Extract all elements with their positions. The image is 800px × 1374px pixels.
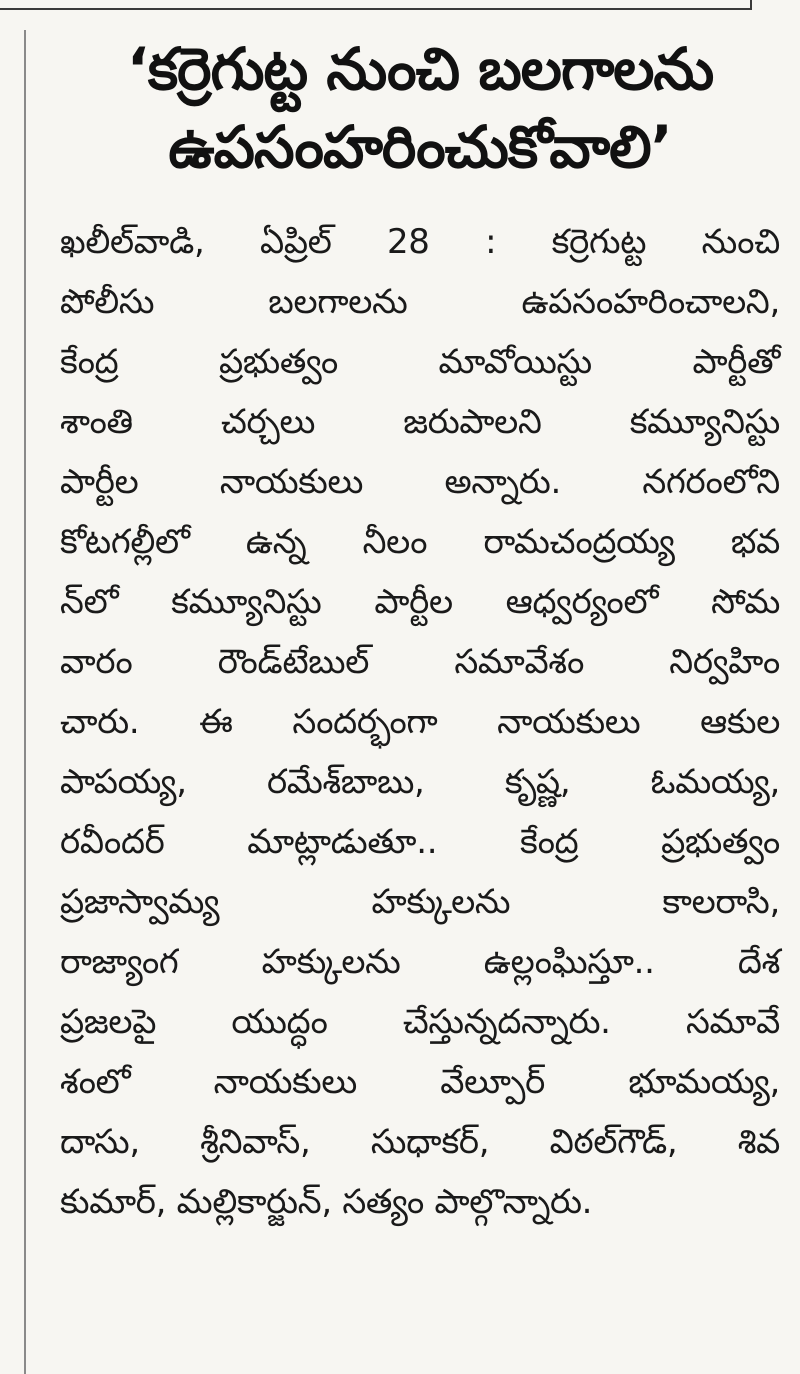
body-line-7: న్‌లో కమ్యూనిస్టు పార్టీల ఆధ్వర్యంలో సోమ — [60, 582, 780, 622]
top-border-corner — [750, 0, 752, 10]
body-line-16: దాసు, శ్రీనివాస్, సుధాకర్, విఠల్‌గౌడ్, శివ — [60, 1122, 780, 1162]
column-divider-rule — [24, 30, 26, 1374]
body-line-1: ఖలీల్‌వాడి, ఏప్రిల్ 28 : కర్రెగుట్ట నుంచి — [60, 222, 780, 262]
headline-line-1: ‘కర్రెగుట్ట నుంచి బలగాలను — [126, 35, 714, 103]
body-line-10: పాపయ్య, రమేశ్‌బాబు, కృష్ణ, ఓమయ్య, — [60, 762, 780, 802]
body-line-2: పోలీసు బలగాలను ఉపసంహరించాలని, — [60, 282, 780, 322]
article-body — [60, 212, 780, 1232]
headline-line-2: ఉపసంహరించుకోవాలి’ — [168, 113, 672, 181]
body-line-6: కోటగల్లీలో ఉన్న నీలం రామచంద్రయ్య భవ — [60, 522, 780, 562]
body-line-12: ప్రజాస్వామ్య హక్కులను కాలరాసి, — [60, 882, 780, 922]
news-article — [60, 30, 780, 1232]
body-line-15: శంలో నాయకులు వేల్పూర్ భూమయ్య, — [60, 1062, 780, 1102]
body-line-11: రవీందర్ మాట్లాడుతూ.. కేంద్ర ప్రభుత్వం — [60, 822, 780, 862]
body-line-14: ప్రజలపై యుద్ధం చేస్తున్నదన్నారు. సమావే — [60, 1002, 780, 1042]
body-line-5: పార్టీల నాయకులు అన్నారు. నగరంలోని — [60, 462, 780, 502]
body-line-9: చారు. ఈ సందర్భంగా నాయకులు ఆకుల — [60, 702, 780, 742]
article-headline — [60, 30, 780, 186]
body-line-3: కేంద్ర ప్రభుత్వం మావోయిస్టు పార్టీతో — [60, 342, 780, 382]
body-line-8: వారం రౌండ్‌టేబుల్ సమావేశం నిర్వహిం — [60, 642, 780, 682]
body-line-13: రాజ్యాంగ హక్కులను ఉల్లంఘిస్తూ.. దేశ — [60, 942, 780, 982]
body-line-4: శాంతి చర్చలు జరుపాలని కమ్యూనిస్టు — [60, 402, 780, 442]
body-line-17: కుమార్, మల్లికార్జున్, సత్యం పాల్గొన్నారు. — [60, 1182, 593, 1222]
top-border-rule — [0, 8, 752, 10]
